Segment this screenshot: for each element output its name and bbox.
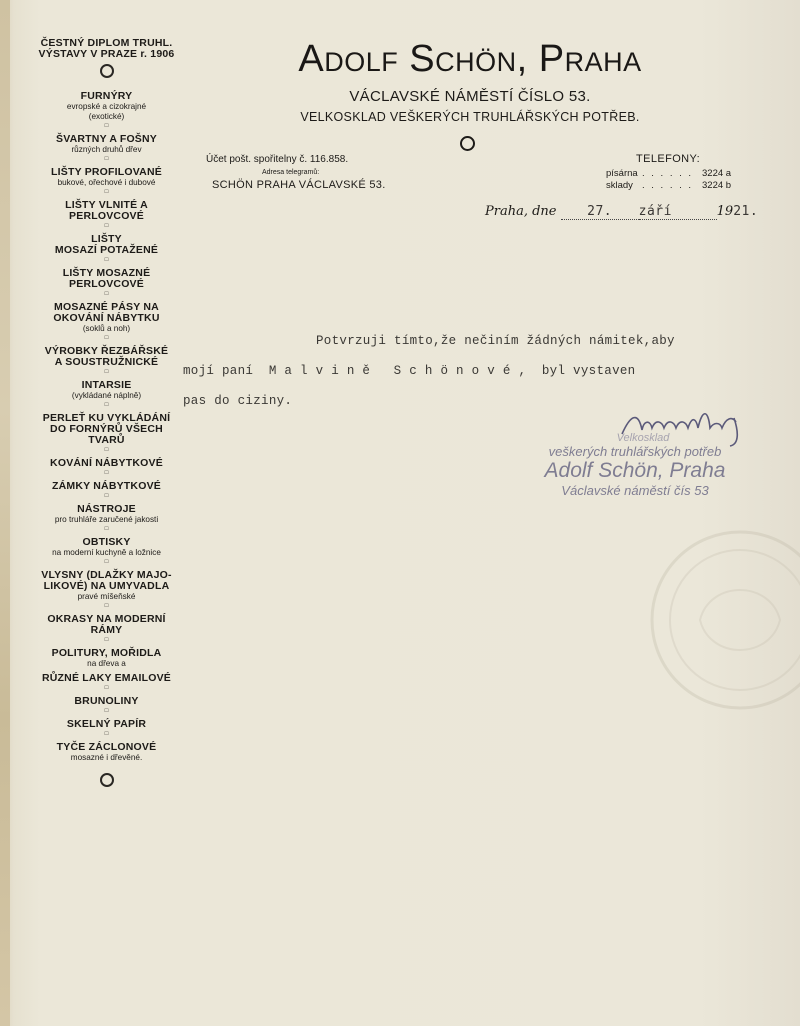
small-square-separator-icon: □ [104, 559, 109, 565]
product-item [24, 302, 189, 342]
product-subtext: (vykládané náplně) [71, 391, 142, 400]
date-day: 27. [587, 204, 613, 219]
phone-dots: . . . . . . [642, 168, 694, 179]
phone-row [606, 180, 736, 191]
product-item [24, 91, 189, 130]
letter-line-1: Potvrzuji tímto,že nečiním žádných námitek,aby [316, 334, 675, 348]
small-square-separator-icon: □ [104, 731, 109, 737]
phone-number: 3224 b [702, 180, 732, 191]
small-square-separator-icon: □ [104, 369, 109, 375]
product-item [24, 458, 189, 477]
small-square-separator-icon: □ [104, 291, 109, 297]
telegram-label: Adresa telegramů: [262, 169, 320, 176]
product-heading: POLITURY, MOŘIDLA [51, 647, 162, 659]
phones-title: TELEFONY: [636, 153, 701, 165]
product-subtext: na moderní kuchyně a ložnice [52, 548, 161, 557]
product-sidebar [24, 38, 189, 800]
stamp-line-2: veškerých truhlářských potřeb [548, 444, 722, 459]
postal-account: Účet pošt. spořitelny č. 116.858. [206, 154, 349, 165]
product-subtext: pro truhláře zaručené jakosti [54, 515, 159, 524]
date-line [485, 204, 758, 220]
stamp-line-1: Velkosklad [616, 432, 670, 444]
product-item [24, 696, 189, 715]
small-square-separator-icon: □ [104, 470, 109, 476]
company-address: VÁCLAVSKÉ NÁMĚSTÍ ČÍSLO 53. [349, 88, 591, 105]
paper-edge [0, 0, 10, 1026]
stamp-line-4: Václavské náměstí čís 53 [561, 483, 709, 498]
date-year-prefix: 19 [716, 204, 734, 219]
small-square-separator-icon: □ [104, 603, 109, 609]
product-heading: RŮZNÉ LAKY EMAILOVÉ [41, 672, 172, 684]
small-square-separator-icon: □ [104, 156, 109, 162]
product-heading: TYČE ZÁCLONOVÉ [56, 741, 157, 753]
small-square-separator-icon: □ [104, 526, 109, 532]
product-subtext: evropské a cizokrajné (exotické) [66, 102, 147, 121]
date-month: září [638, 204, 672, 219]
product-item [24, 537, 189, 566]
product-heading: VÝROBKY ŘEZBÁŘSKÉ A SOUSTRUŽNICKÉ [44, 345, 169, 368]
product-heading: BRUNOLINY [74, 695, 139, 707]
ring-ornament-icon [100, 773, 114, 787]
product-item [24, 648, 189, 669]
company-stamp [520, 432, 750, 498]
product-item [24, 742, 189, 763]
product-heading: OKRASY NA MODERNÍ RÁMY [47, 613, 166, 636]
small-square-separator-icon: □ [104, 123, 109, 129]
date-day-field [561, 204, 639, 220]
product-heading: NÁSTROJE [77, 503, 136, 515]
product-heading: FURNÝRY [80, 90, 133, 102]
product-item [24, 380, 189, 409]
letter-line-2: mojí paní M a l v i n ě S c h ö n o v é , byl vystaven [183, 364, 636, 378]
product-item [24, 673, 189, 692]
company-name: Adolf Schön, Praha [298, 38, 642, 80]
product-item [24, 268, 189, 298]
product-heading: PERLEŤ KU VYKLÁDÁNÍ DO FORNÝRŮ VŠECH TVARŮ [42, 412, 171, 446]
small-square-separator-icon: □ [104, 685, 109, 691]
product-subtext: (soklů a noh) [82, 324, 131, 333]
small-square-separator-icon: □ [104, 447, 109, 453]
product-item [24, 134, 189, 163]
product-subtext: různých druhů dřev [71, 145, 142, 154]
product-heading: MOSAZNÉ PÁSY NA OKOVÁNÍ NÁBYTKU [53, 301, 160, 324]
stamp-line-3: Adolf Schön, Praha [544, 459, 726, 482]
date-place: Praha, dne [485, 204, 557, 219]
small-square-separator-icon: □ [104, 223, 109, 229]
product-heading: LIŠTY PROFILOVANÉ [51, 166, 162, 178]
product-item [24, 481, 189, 500]
small-square-separator-icon: □ [104, 189, 109, 195]
product-item [24, 614, 189, 644]
award-text: ČESTNÝ DIPLOM TRUHL. VÝSTAVY V PRAZE r. 1906 [38, 37, 175, 60]
product-heading: OBTISKY [82, 536, 131, 548]
product-subtext: na dřeva a [87, 659, 126, 668]
phone-label: sklady [606, 180, 633, 191]
product-item [24, 413, 189, 454]
product-item [24, 346, 189, 376]
phone-row [606, 168, 736, 179]
product-subtext: mosazné i dřevěné. [70, 753, 143, 762]
product-item [24, 234, 189, 264]
small-square-separator-icon: □ [104, 637, 109, 643]
date-month-field [639, 204, 717, 220]
product-item [24, 504, 189, 533]
product-item [24, 167, 189, 196]
product-heading: KOVÁNÍ NÁBYTKOVÉ [50, 457, 163, 469]
embossed-seal [640, 520, 800, 720]
product-heading: LIŠTY MOSAZNÉ PERLOVCOVÉ [62, 267, 151, 290]
small-square-separator-icon: □ [104, 493, 109, 499]
product-heading: ŠVARTNY A FOŠNY [55, 133, 157, 145]
ring-ornament-icon [460, 136, 475, 151]
ring-ornament-icon [100, 64, 114, 78]
phone-label: písárna [606, 168, 638, 179]
product-heading: SKELNÝ PAPÍR [66, 718, 147, 730]
product-heading: LIŠTY VLNITÉ A PERLOVCOVÉ [65, 199, 148, 222]
product-heading: VLYSNY (DLAŽKY MAJO- LIKOVÉ) NA UMYVADLA [41, 569, 172, 592]
product-heading: LIŠTY MOSAZÍ POTAŽENÉ [54, 233, 159, 256]
product-item [24, 200, 189, 230]
letter-line-3: pas do ciziny. [183, 394, 293, 408]
product-item [24, 719, 189, 738]
phone-number: 3224 a [702, 168, 732, 179]
product-subtext: pravé míšeňské [77, 592, 136, 601]
telegram-address: SCHÖN PRAHA VÁCLAVSKÉ 53. [212, 179, 386, 191]
small-square-separator-icon: □ [104, 335, 109, 341]
product-list [24, 91, 189, 763]
product-heading: INTARSIE [81, 379, 132, 391]
product-item [24, 570, 189, 610]
small-square-separator-icon: □ [104, 708, 109, 714]
date-year: 21. [733, 204, 759, 219]
product-subtext: bukové, ořechové i dubové [57, 178, 156, 187]
product-heading: ZÁMKY NÁBYTKOVÉ [52, 480, 161, 492]
small-square-separator-icon: □ [104, 257, 109, 263]
company-tagline: VELKOSKLAD VEŠKERÝCH TRUHLÁŘSKÝCH POTŘEB. [300, 110, 640, 124]
small-square-separator-icon: □ [104, 402, 109, 408]
phone-dots: . . . . . . [642, 180, 694, 191]
